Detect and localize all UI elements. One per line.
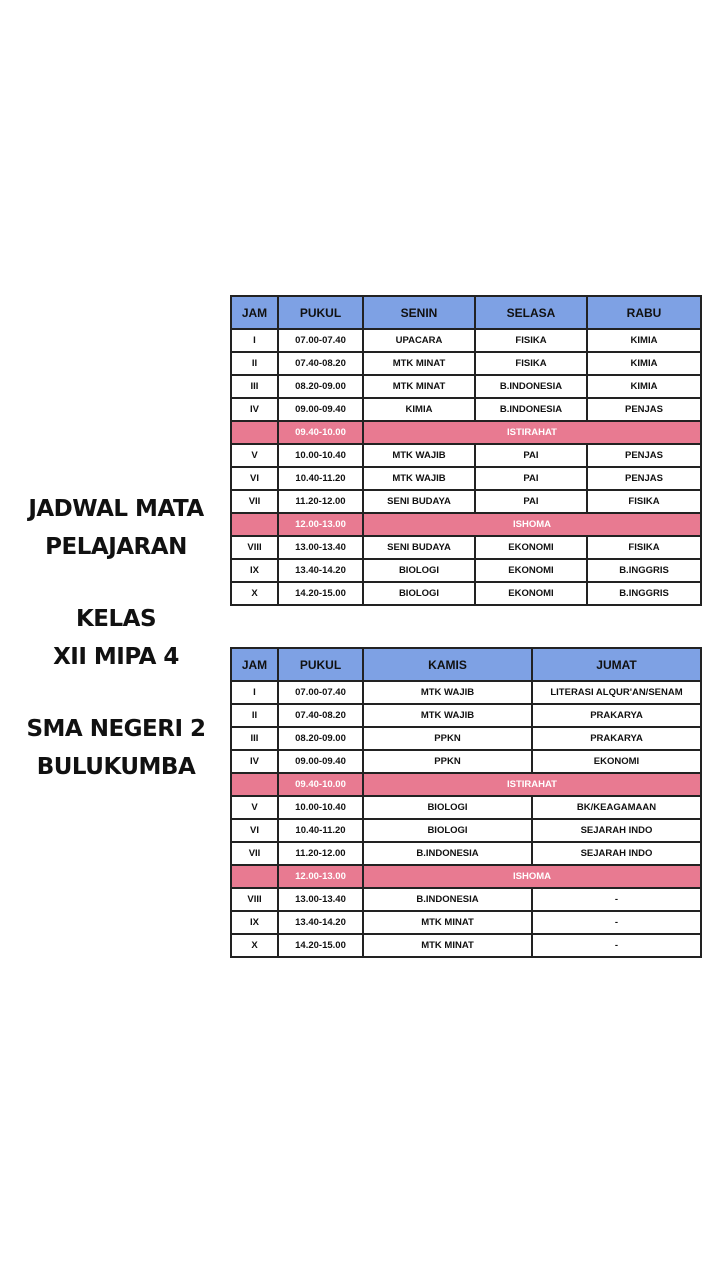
break-empty-cell	[231, 773, 278, 796]
table-row	[231, 934, 701, 957]
subject-cell: PPKN	[363, 750, 532, 773]
break-row	[231, 421, 701, 444]
subject-cell: PAI	[475, 444, 587, 467]
pukul-cell: 08.20-09.00	[278, 727, 363, 750]
header-cell: KAMIS	[363, 648, 532, 681]
header-cell: PUKUL	[278, 296, 363, 329]
pukul-cell: 07.00-07.40	[278, 681, 363, 704]
jam-cell: IX	[231, 911, 278, 934]
subject-cell: SEJARAH INDO	[532, 819, 701, 842]
subject-cell: FISIKA	[475, 329, 587, 352]
jam-cell: I	[231, 329, 278, 352]
jam-cell: VIII	[231, 888, 278, 911]
table-row	[231, 490, 701, 513]
subject-cell: KIMIA	[587, 375, 701, 398]
schedule-title	[0, 490, 232, 566]
table-row	[231, 750, 701, 773]
break-row	[231, 865, 701, 888]
table-row	[231, 704, 701, 727]
pukul-cell: 13.40-14.20	[278, 911, 363, 934]
break-row	[231, 513, 701, 536]
pukul-cell: 10.40-11.20	[278, 467, 363, 490]
subject-cell: MTK WAJIB	[363, 467, 475, 490]
break-label-cell: ISHOMA	[363, 513, 701, 536]
table-row	[231, 352, 701, 375]
subject-cell: PPKN	[363, 727, 532, 750]
table-row	[231, 536, 701, 559]
subject-cell: BK/KEAGAMAAN	[532, 796, 701, 819]
subject-cell: LITERASI ALQUR'AN/SENAM	[532, 681, 701, 704]
subject-cell: B.INDONESIA	[475, 375, 587, 398]
subject-cell: -	[532, 911, 701, 934]
break-time-cell: 12.00-13.00	[278, 513, 363, 536]
jam-cell: VII	[231, 490, 278, 513]
header-cell: SELASA	[475, 296, 587, 329]
schedule-table-mon-wed	[230, 295, 702, 606]
subject-cell: FISIKA	[475, 352, 587, 375]
header-row	[231, 296, 701, 329]
pukul-cell: 14.20-15.00	[278, 582, 363, 605]
title-line: JADWAL MATA	[28, 496, 204, 522]
subject-cell: SEJARAH INDO	[532, 842, 701, 865]
pukul-cell: 10.00-10.40	[278, 444, 363, 467]
schedule-table-thu-fri	[230, 647, 702, 958]
jam-cell: VIII	[231, 536, 278, 559]
jam-cell: IX	[231, 559, 278, 582]
subject-cell: PRAKARYA	[532, 727, 701, 750]
subject-cell: KIMIA	[363, 398, 475, 421]
break-label-cell: ISTIRAHAT	[363, 773, 701, 796]
subject-cell: B.INDONESIA	[363, 842, 532, 865]
header-cell: PUKUL	[278, 648, 363, 681]
subject-cell: MTK MINAT	[363, 375, 475, 398]
title-line: PELAJARAN	[45, 534, 187, 560]
pukul-cell: 10.00-10.40	[278, 796, 363, 819]
break-empty-cell	[231, 421, 278, 444]
subject-cell: PRAKARYA	[532, 704, 701, 727]
jam-cell: I	[231, 681, 278, 704]
jam-cell: VI	[231, 467, 278, 490]
break-row	[231, 773, 701, 796]
pukul-cell: 07.40-08.20	[278, 352, 363, 375]
pukul-cell: 11.20-12.00	[278, 490, 363, 513]
table-row	[231, 911, 701, 934]
subject-cell: PENJAS	[587, 398, 701, 421]
jam-cell: II	[231, 704, 278, 727]
break-label-cell: ISHOMA	[363, 865, 701, 888]
subject-cell: SENI BUDAYA	[363, 536, 475, 559]
jam-cell: VII	[231, 842, 278, 865]
pukul-cell: 09.00-09.40	[278, 398, 363, 421]
subject-cell: MTK WAJIB	[363, 444, 475, 467]
table-row	[231, 582, 701, 605]
pukul-cell: 13.00-13.40	[278, 536, 363, 559]
subject-cell: EKONOMI	[475, 559, 587, 582]
jam-cell: III	[231, 375, 278, 398]
pukul-cell: 07.00-07.40	[278, 329, 363, 352]
pukul-cell: 11.20-12.00	[278, 842, 363, 865]
pukul-cell: 09.00-09.40	[278, 750, 363, 773]
break-time-cell: 12.00-13.00	[278, 865, 363, 888]
header-cell: JAM	[231, 296, 278, 329]
subject-cell: EKONOMI	[475, 582, 587, 605]
subject-cell: BIOLOGI	[363, 796, 532, 819]
subject-cell: MTK WAJIB	[363, 704, 532, 727]
subject-cell: B.INDONESIA	[475, 398, 587, 421]
jam-cell: X	[231, 582, 278, 605]
table-row	[231, 559, 701, 582]
subject-cell: FISIKA	[587, 536, 701, 559]
table-row	[231, 727, 701, 750]
subject-cell: MTK MINAT	[363, 352, 475, 375]
subject-cell: MTK MINAT	[363, 934, 532, 957]
pukul-cell: 13.00-13.40	[278, 888, 363, 911]
subject-cell: -	[532, 934, 701, 957]
subject-cell: MTK MINAT	[363, 911, 532, 934]
table-row	[231, 819, 701, 842]
table-row	[231, 888, 701, 911]
subject-cell: PENJAS	[587, 467, 701, 490]
subject-cell: BIOLOGI	[363, 819, 532, 842]
table-row	[231, 444, 701, 467]
jam-cell: III	[231, 727, 278, 750]
class-label	[0, 600, 232, 676]
subject-cell: -	[532, 888, 701, 911]
jam-cell: V	[231, 796, 278, 819]
subject-cell: BIOLOGI	[363, 559, 475, 582]
header-cell: JUMAT	[532, 648, 701, 681]
table-row	[231, 398, 701, 421]
subject-cell: FISIKA	[587, 490, 701, 513]
table-row	[231, 375, 701, 398]
pukul-cell: 07.40-08.20	[278, 704, 363, 727]
school-name	[0, 710, 232, 786]
break-time-cell: 09.40-10.00	[278, 773, 363, 796]
title-line: XII MIPA 4	[53, 644, 179, 670]
table-row	[231, 796, 701, 819]
pukul-cell: 13.40-14.20	[278, 559, 363, 582]
subject-cell: SENI BUDAYA	[363, 490, 475, 513]
subject-cell: UPACARA	[363, 329, 475, 352]
jam-cell: V	[231, 444, 278, 467]
table-row	[231, 842, 701, 865]
pukul-cell: 08.20-09.00	[278, 375, 363, 398]
table-row	[231, 329, 701, 352]
break-empty-cell	[231, 865, 278, 888]
title-line: SMA NEGERI 2	[26, 716, 206, 742]
pukul-cell: 10.40-11.20	[278, 819, 363, 842]
title-line: KELAS	[75, 606, 157, 632]
subject-cell: B.INDONESIA	[363, 888, 532, 911]
jam-cell: IV	[231, 750, 278, 773]
subject-cell: KIMIA	[587, 352, 701, 375]
header-row	[231, 648, 701, 681]
jam-cell: IV	[231, 398, 278, 421]
subject-cell: EKONOMI	[532, 750, 701, 773]
subject-cell: PAI	[475, 467, 587, 490]
subject-cell: B.INGGRIS	[587, 582, 701, 605]
header-cell: RABU	[587, 296, 701, 329]
subject-cell: EKONOMI	[475, 536, 587, 559]
header-cell: SENIN	[363, 296, 475, 329]
subject-cell: KIMIA	[587, 329, 701, 352]
table-row	[231, 681, 701, 704]
break-label-cell: ISTIRAHAT	[363, 421, 701, 444]
pukul-cell: 14.20-15.00	[278, 934, 363, 957]
break-empty-cell	[231, 513, 278, 536]
jam-cell: X	[231, 934, 278, 957]
subject-cell: MTK WAJIB	[363, 681, 532, 704]
header-cell: JAM	[231, 648, 278, 681]
jam-cell: VI	[231, 819, 278, 842]
subject-cell: PAI	[475, 490, 587, 513]
title-line: BULUKUMBA	[36, 754, 196, 780]
table-row	[231, 467, 701, 490]
jam-cell: II	[231, 352, 278, 375]
subject-cell: PENJAS	[587, 444, 701, 467]
subject-cell: B.INGGRIS	[587, 559, 701, 582]
subject-cell: BIOLOGI	[363, 582, 475, 605]
break-time-cell: 09.40-10.00	[278, 421, 363, 444]
